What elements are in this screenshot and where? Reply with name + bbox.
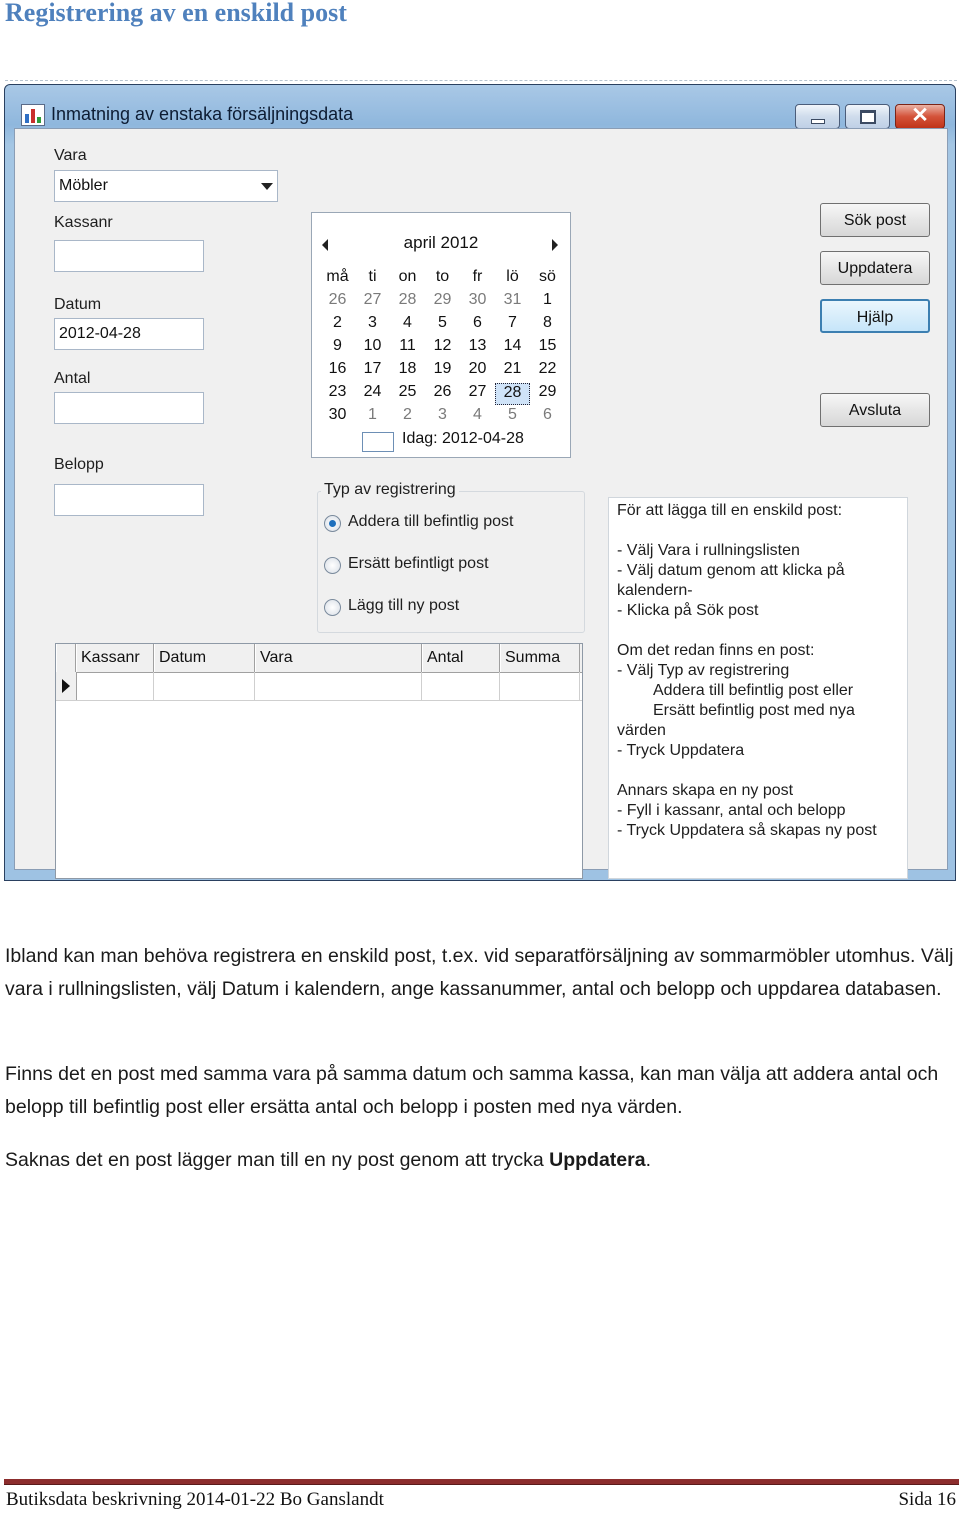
calendar-day[interactable]: 12 [433,337,452,354]
paragraph-new-post-bold: Uppdatera [549,1149,646,1171]
calendar-day[interactable]: 17 [363,360,382,377]
maximize-icon [860,110,876,124]
calendar-day[interactable]: 7 [508,314,517,331]
document-heading: Registrering av en enskild post [5,0,347,27]
weekday-label: sö [539,268,556,285]
radio-add-new[interactable] [324,599,341,616]
calendar-day[interactable]: 25 [398,383,417,400]
calendar-day[interactable]: 11 [399,337,416,354]
footer-divider [4,1479,959,1485]
help-line: - Välj Vara i rullningslisten [617,542,800,559]
paragraph-new-post-text: Saknas det en post lägger man till en ny post genom att trycka [5,1149,550,1171]
column-header-summa[interactable]: Summa [500,644,580,672]
calendar-day[interactable]: 14 [503,337,522,354]
calendar-day[interactable]: 30 [328,406,347,423]
calendar-day[interactable]: 26 [328,291,347,308]
calendar-week [320,314,566,337]
calendar-day[interactable]: 3 [438,406,447,423]
weekday-label: ti [368,268,377,285]
calendar-day[interactable]: 31 [503,291,522,308]
grid-cell[interactable] [422,672,500,700]
calendar-day[interactable]: 8 [543,314,552,331]
paragraph-intro: Ibland kan man behöva registrera en enskild post, t.ex. vid separatförsäljning av sommarmöbler utomhus. Välj vara i rullningslisten, välj Datum i kalendern, ange kassanummer, antal och belopp och uppdarea databasen. [5,945,954,1000]
search-post-button[interactable]: Sök post [820,203,930,237]
calendar-day[interactable]: 27 [468,383,487,400]
calendar-day[interactable]: 19 [433,360,452,377]
calendar-day[interactable]: 6 [543,406,552,423]
paragraph-new-post-end: . [645,1149,651,1171]
calendar-day[interactable]: 3 [368,314,377,331]
column-header-datum[interactable]: Datum [154,644,255,672]
calendar-day[interactable]: 1 [368,406,377,423]
calendar-day-selected[interactable]: 28 [495,383,530,405]
today-label[interactable]: Idag: 2012-04-28 [402,430,524,447]
help-line: - Klicka på Sök post [617,602,759,619]
help-line: - Välj datum genom att klicka på [617,562,845,579]
radio-replace-existing-label[interactable]: Ersätt befintligt post [348,555,489,572]
help-text-panel [608,497,908,879]
weekday-header [320,268,566,291]
belopp-label: Belopp [54,456,104,473]
calendar-day[interactable]: 10 [363,337,382,354]
calendar-day[interactable]: 4 [403,314,412,331]
calendar-day[interactable]: 29 [538,383,557,400]
paragraph-existing-post: Finns det en post med samma vara på samma datum och samma kassa, kan man välja att addera antal och belopp till befintlig post eller ersätta antal och belopp i posten med nya värden. [5,1063,939,1118]
help-line: värden [617,722,666,739]
calendar-day[interactable]: 24 [363,383,382,400]
title-bar[interactable] [5,85,955,125]
close-button[interactable] [895,104,945,129]
help-line: Annars skapa en ny post [617,782,794,799]
kassanr-field[interactable] [54,240,204,272]
data-grid[interactable] [55,643,583,879]
calendar-day[interactable]: 22 [538,360,557,377]
calendar-week [320,291,566,314]
paragraph-new-post [5,1144,960,1177]
grid-cell[interactable] [154,672,255,700]
weekday-label: fr [472,268,483,285]
help-line: - Tryck Uppdatera [617,742,745,759]
antal-field[interactable] [54,392,204,424]
radio-add-existing-label[interactable]: Addera till befintlig post [348,513,514,530]
registration-type-title: Typ av registrering [321,481,459,499]
app-window [4,84,956,881]
calendar-day[interactable]: 4 [473,406,482,423]
calendar-day[interactable]: 2 [403,406,412,423]
grid-header-row [56,644,582,673]
calendar-day[interactable]: 28 [398,291,417,308]
help-line: För att lägga till en enskild post: [617,502,843,519]
calendar-week [320,383,566,406]
calendar-day[interactable]: 5 [508,406,517,423]
help-line: - Välj Typ av registrering [617,662,790,679]
next-month-icon[interactable] [552,239,558,251]
weekday-label: to [435,268,450,285]
calendar-day[interactable]: 5 [438,314,447,331]
form-client-area [14,128,948,870]
calendar-week [320,337,566,360]
grid-cell[interactable] [500,672,580,700]
weekday-label: må [326,268,349,285]
calendar-day[interactable]: 1 [543,291,552,308]
calendar-day[interactable]: 16 [328,360,347,377]
datum-field[interactable]: 2012-04-28 [54,318,204,350]
calendar-day[interactable]: 23 [328,383,347,400]
calendar-day[interactable]: 6 [473,314,482,331]
calendar-week [320,360,566,383]
calendar-day[interactable]: 9 [333,337,342,354]
help-button[interactable]: Hjälp [820,299,930,333]
radio-replace-existing[interactable] [324,557,341,574]
calendar-day[interactable]: 30 [468,291,487,308]
help-line: Ersätt befintlig post med nya [653,702,855,719]
help-line: kalendern- [617,582,693,599]
window-title: Inmatning av enstaka försäljningsdata [51,104,354,124]
kassanr-label: Kassanr [54,214,113,231]
footer-left: Butiksdata beskrivning 2014-01-22 Bo Ganslandt [6,1489,384,1510]
column-header-vara[interactable]: Vara [255,644,422,672]
help-line: - Tryck Uppdatera så skapas ny post [617,822,877,839]
grid-cell[interactable] [255,672,422,700]
weekday-label: on [398,268,417,285]
calendar-day[interactable]: 15 [538,337,557,354]
minimize-button[interactable] [795,104,840,129]
calendar-month-label[interactable]: april 2012 [403,233,479,252]
weekday-label: lö [506,268,519,285]
calendar-day[interactable]: 20 [468,360,487,377]
today-marker-icon[interactable] [362,432,394,452]
calendar-week [320,406,566,429]
calendar-day[interactable]: 21 [503,360,522,377]
column-header-antal[interactable]: Antal [422,644,500,672]
help-line: - Fyll i kassanr, antal och belopp [617,802,846,819]
minimize-icon [811,119,825,124]
calendar-day[interactable]: 18 [398,360,417,377]
vara-value: Möbler [59,177,108,194]
help-line: Om det redan finns en post: [617,642,815,659]
exit-button[interactable]: Avsluta [820,393,930,427]
vara-combobox[interactable] [54,170,278,202]
belopp-field[interactable] [54,484,204,516]
month-calendar[interactable] [311,212,571,458]
row-selector-arrow-icon[interactable] [56,672,77,700]
datum-label: Datum [54,296,102,313]
grid-corner [56,644,76,672]
calendar-day[interactable]: 26 [433,383,452,400]
chevron-down-icon[interactable] [261,183,273,190]
calendar-day[interactable]: 13 [468,337,487,354]
antal-label: Antal [54,370,91,387]
calendar-day[interactable]: 29 [433,291,452,308]
help-line: Addera till befintlig post eller [653,682,854,699]
radio-add-existing[interactable] [324,515,341,532]
column-header-kassanr[interactable]: Kassanr [76,644,154,672]
update-button[interactable]: Uppdatera [820,251,930,285]
vara-label: Vara [54,147,87,164]
maximize-button[interactable] [845,104,890,129]
footer-page-number: Sida 16 [898,1489,956,1510]
calendar-day[interactable]: 27 [363,291,382,308]
close-icon: ✕ [911,104,929,127]
calendar-day[interactable]: 2 [333,314,342,331]
grid-cell[interactable] [76,672,154,700]
radio-add-new-label[interactable]: Lägg till ny post [348,597,460,614]
table-row[interactable] [56,672,582,701]
bar-chart-icon [21,104,45,126]
